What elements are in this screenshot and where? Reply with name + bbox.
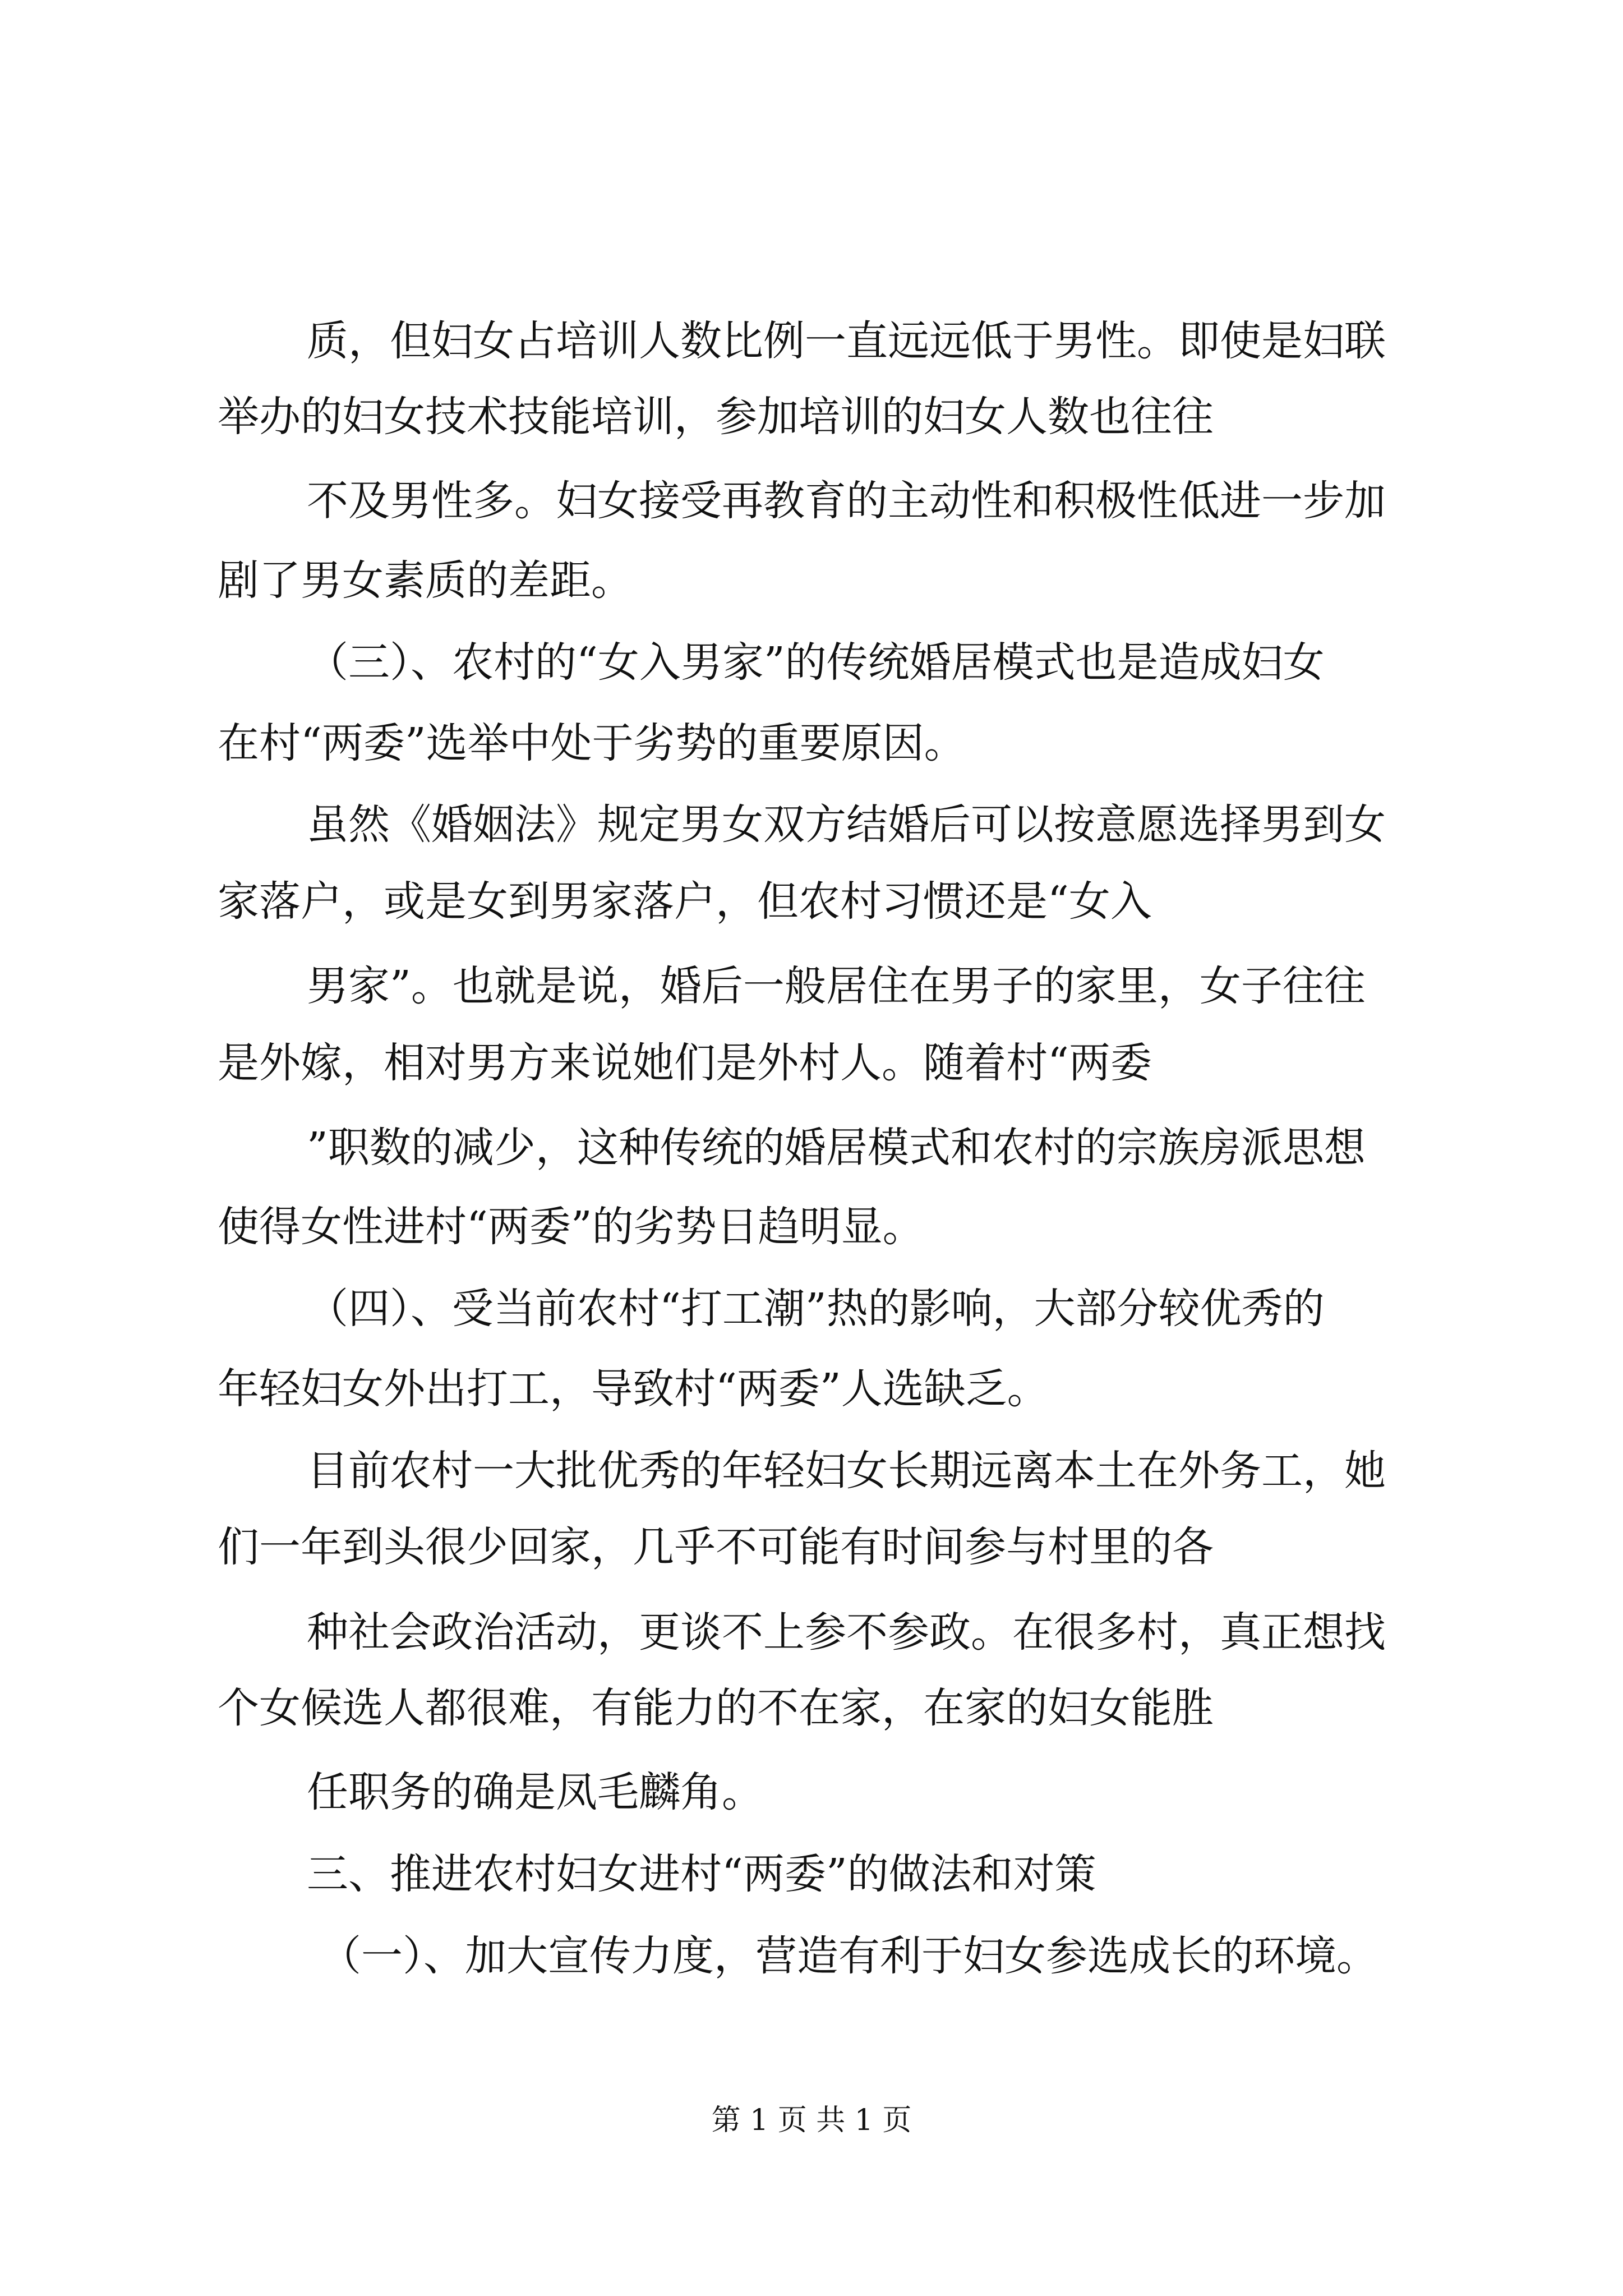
text-line: 种社会政治活动，更谈不上参不参政。在很多村，真正想找 [307, 1608, 1386, 1657]
text-line: 使得女性进村“两委”的劣势日趋明显。 [218, 1203, 924, 1251]
text-line: 质，但妇女占培训人数比例一直远远低于男性。即使是妇联 [307, 317, 1386, 365]
text-line: 个女候选人都很难，有能力的不在家，在家的妇女能胜 [218, 1684, 1214, 1732]
text-line: ”职数的减少，这种传统的婚居模式和农村的宗族房派思想 [307, 1124, 1366, 1172]
page-footer: 第 1 页 共 1 页 [711, 2104, 912, 2137]
section-heading: （一）、加大宣传力度，营造有利于妇女参选成长的环境。 [320, 1932, 1378, 1980]
text-line: 剧了男女素质的差距。 [218, 556, 633, 605]
text-line: 任职务的确是凤毛麟角。 [307, 1768, 763, 1816]
section-heading: （三）、农村的“女入男家”的传统婚居模式也是造成妇女 [307, 638, 1325, 687]
text-line: 男家”。也就是说，婚后一般居住在男子的家里，女子往往 [307, 962, 1366, 1010]
text-line: 是外嫁，相对男方来说她们是外村人。随着村“两委 [218, 1039, 1152, 1087]
section-heading: （四）、受当前农村“打工潮”热的影响，大部分较优秀的 [307, 1285, 1325, 1333]
text-line: 虽然《婚姻法》规定男女双方结婚后可以按意愿选择男到女 [307, 800, 1386, 849]
text-line: 家落户，或是女到男家落户，但农村习惯还是“女入 [218, 877, 1152, 926]
section-heading: 在村“两委”选举中处于劣势的重要原因。 [218, 719, 966, 767]
text-line: 举办的妇女技术技能培训，参加培训的妇女人数也往往 [218, 393, 1214, 441]
text-line: 们一年到头很少回家，几乎不可能有时间参与村里的各 [218, 1523, 1214, 1571]
text-line: 目前农村一大批优秀的年轻妇女长期远离本土在外务工，她 [307, 1447, 1386, 1495]
text-line: 不及男性多。妇女接受再教育的主动性和积极性低进一步加 [307, 477, 1386, 525]
section-heading: 三、推进农村妇女进村“两委”的做法和对策 [307, 1850, 1096, 1898]
section-heading: 年轻妇女外出打工，导致村“两委”人选缺乏。 [218, 1365, 1049, 1413]
